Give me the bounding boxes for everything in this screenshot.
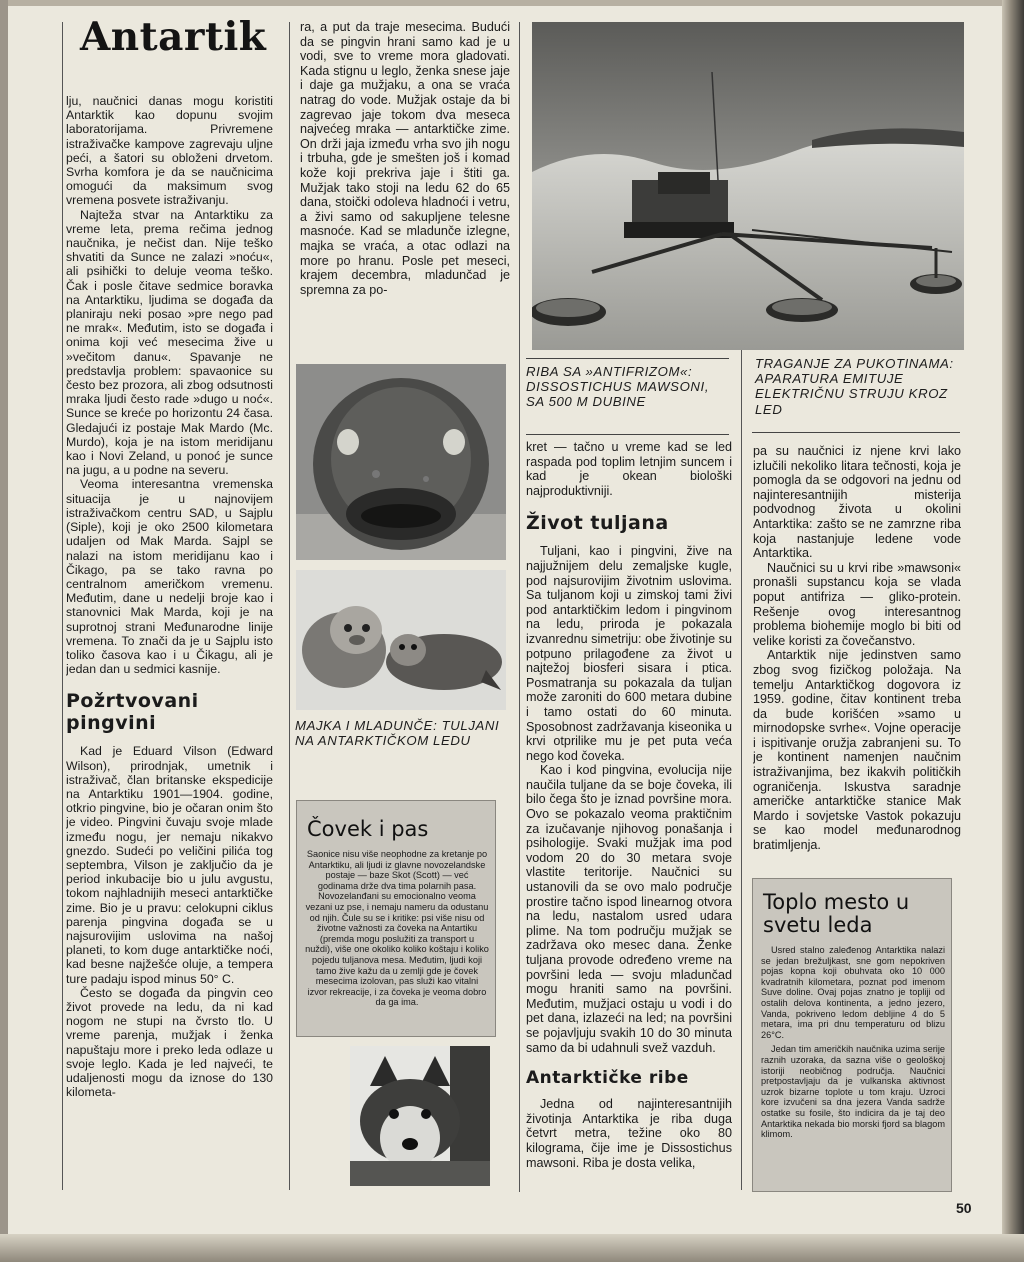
box-title: Toplo mesto u svetu leda (763, 890, 910, 937)
paragraph: pa su naučnici iz njene krvi lako izlučili nekoliko litara tečnosti, koja je pomogla da se odgovori na jednu od najinteresantnijih misterija podvodnog života u okolini Antarktika: zašto se ne zamrzne riba koja nastanjuje ledene vode Antarktika. (753, 444, 961, 561)
fish-caption: RIBA SA »ANTIFRIZOM«: DISSOSTICHUS MAWSONI, SA 500 M DUBINE (526, 364, 710, 410)
box-text: Jedan tim američkih naučnika uzima serije raznih uzoraka, da sazna više o geološkoj istoriji neobičnog područja. Naučnici pretpostavljaju da je vulkanska aktivnost uzrok bizarne toplote u tom kraju. Uzroci kore izvučeni sa dna jezera Vanda sadrže ostatke su fosile, što indicira da je taj deo Antarktika nekada bio morski fjord sa blagom klimom. (761, 1044, 945, 1140)
caption-rule (752, 432, 960, 433)
seals-caption: MAJKA I MLADUNČE: TULJANI NA ANTARKTIČKOM LEDU (295, 718, 500, 749)
column-rule (289, 22, 290, 1190)
paragraph: Veoma interesantna vremenska situacija je u najnovijem istraživačkom centru SAD, u Sajplu (Siple), koji je oko 2500 kilometara udaljen od Mak Marda. Sajpl se nalazi na istom meridijanu kao i Čikago, pa se tako ravna po centralnom američkom vremenu. Međutim, dane u nedelji broje kao i stanovnici Mak Marda, koji je na suprotnoj strani Međunarodne linije vremena. To znači da je u Sajplu isto toliko časova kao i u Čikagu, ali je jedan dan u sedmici kasnije. (66, 477, 273, 677)
paragraph: Naučnici su u krvi ribe »mawsoni« pronašli supstancu koja se vlada poput antifriza — gliko-protein. Rešenje ovog interesantnog problema biohemije moglo bi biti od velike koristi za čovečanstvo. (753, 560, 961, 648)
section-heading: Život tuljana (526, 512, 669, 535)
column-2 (300, 20, 510, 340)
paragraph: kret — tačno u vreme kad se led raspada pod toplim letnjim suncem i kad je okean biološki najproduktivniji. (526, 440, 732, 498)
paragraph: Kad je Eduard Vilson (Edward Wilson), prirodnjak, umetnik i istraživač, član britanske ekspedicije na Antarktiku 1901—1904. godine, otkrio pingvine, bio je očaran onim što je video. Pingvini čuvaju svoje mlade između nogu, jer nemaju nikakvo gnezdo. Sudeći po veličini pilića tog septembra, Vilson je zaključio da je period inkubacije bio u julu avgustu, tokom najhladnijih meseci antarktičke zime. Bio je u pravu: celokupni ciklus parenja pingvina događa se u najsurovijim uslovima na našoj planeti, to kom duge antarktičke noći, kad besne najžešće oluje, a tempera ture padaju ispod minus 50° C. (66, 744, 273, 986)
paragraph: Kao i kod pingvina, evolucija nije naučila tuljane da se boje čoveka, ili bilo čega što je iznad površine mora. Ovo se pokazalo veoma praktičnim za izučavanje njihovog ponašanja i psihologije. Svaki mužjak ima pod vodom 20 do 30 metara svoje vlastite teritorije. Naučnici su ustanovili da se ovo malo područje prostire tačno ispod linearnog otvora na ledu, nastalom usred udara plime. Na tom području mužjak se zadržava oko mesec dana. Ženke tuljana provode određeno vreme na površini leda — svoju mladunčad mogu hraniti samo na površini. Međutim, mužjaci ostaju u vodi i do pet dana, izlazeći na led; na površini se pojavljuju svakih 10 do 30 minuta samo da bi udahnuli svež vazduh. (526, 763, 732, 1055)
box-text: Saonice nisu više neophodne za kretanje po Antarktiku, ali ljudi iz glavne novozelandske postaje — baze Skot (Scott) — već godinama drže dva tima polarnih pasa. Novozelanđani su emocionalno veoma vezani uz pse, i nemaju nameru da odustanu od njih. Čule su se i kritike: psi više nisu od životne važnosti za čoveka na Antartiku (premda mogu poslužiti za transport u nuždi), više one okoliko koliko koštaju i koliko pojedu tuljanova mesa. Međutim, ljudi koji tamo žive kažu da u zemlji gde je čovek mesecima izolovan, pas služi kao vitalni izvor rekreacije, i za čoveka je veoma dobro da ga ima. (305, 849, 489, 1008)
page-number: 50 (956, 1200, 972, 1216)
seals-photo (296, 570, 506, 710)
sidebar-box-dog (296, 800, 496, 1037)
box-title: Čovek i pas (307, 817, 429, 841)
page-edge-left (0, 0, 8, 1262)
page-edge-right (1002, 0, 1024, 1262)
column-rule (741, 350, 742, 1190)
box-text: Usred stalno zaleđenog Antarktika nalazi se jedan brežuljkast, sne gom nepokriven pojas kopna koji obuhvata oko 10 000 kvadratnih kilometara, poznat pod imenom Suve doline. Ovaj pojas znatno je topliji od ostalih delova kontinenta, a jedno jezero, Vanda, pokriveno ledom debljine 4 do 5 metara, ima pri dnu temperaturu od blizu 26°C. (761, 945, 945, 1040)
section-heading: Požrtvovani pingvini (66, 690, 199, 735)
paragraph: lju, naučnici danas mogu koristiti Antarktik kao dopunu svojim laboratorijama. Privremene istraživačke kampove zagrevaju uljne peći, a šatori su obloženi drvetom. Svrha komfora je da se naučnicima omogući da maksimum svog vremena posvete istraživanju. (66, 94, 273, 208)
paragraph: Najteža stvar na Antarktiku za vreme leta, prema rečima jednog naučnika, je nečist dan. Nije teško shvatiti da Sunce ne zalazi »noću«, ali psihički to deluje veoma teško. Čak i posle čitave sedmice boravka na Antarktiku, ljudima se događa da planiraju neki posao »pre nego pad ne mrak«. Međutim, isto se događa i onima koji već mesecima žive u »večitom danu«. Spavanje ne predstavlja problem: spavaonice su često bez prozora, ali zbog odsutnosti mraka ljudi često rade »dugo u noć«. Sunce se kreće po horizontu 24 časa. Gledajući iz postaje Mak Mardo (Mc. Murdo), koja je na istom meridijanu kao i Novi Zeland, u ponoć je sunce na jugu, a u podne na severu. (66, 207, 273, 478)
tractor-photo (532, 22, 964, 350)
paragraph: Jedna od najinteresantnijih životinja Antarktika je riba duga četvrt metra, težine oko 80 kilograma, čije ime je Dissostichus mawsoni. Riba je dosta velika, (526, 1097, 732, 1170)
section-heading: Antarktičke ribe (526, 1068, 689, 1089)
sidebar-box-warm-place (752, 878, 952, 1192)
column-3 (526, 440, 732, 1190)
column-rule (519, 22, 520, 1192)
caption-rule (526, 358, 729, 359)
column-4 (753, 444, 961, 864)
fish-photo (296, 364, 506, 560)
paragraph: ra, a put da traje mesecima. Budući da se pingvin hrani samo kad je u vodi, sve to vreme mora gladovati. Kada stignu u leglo, ženka snese jaje i daje ga mužjaku, a ona se vraća natrag do vode. Mužjak ostaje da bi zagrevao jaje tokom dva meseca najvećeg mraka — antarktičke zime. On drži jaja između vrha svo jih nogu i trbuha, gde je smešten još i komad kože koji prekriva jaje i štiti ga. Mužjak tako stoji na ledu 62 do 65 dana, stoički odoleva hladnoći i vetru, a živi samo od sakupljene telesne masnoće. Kad se mladunče izlegne, majka se vraća, a otac odlazi na more po hranu. Posle pet meseci, krajem decembra, mladunčad je spremna za po- (300, 20, 510, 297)
paragraph: Tuljani, kao i pingvini, žive na najjužnijem delu zemaljske kugle, pod najsurovijim životnim uslovima. Sa tuljanom koji u zimskoj tami živi pod antarktičkim ledom i pingvinom na ledu, priroda je pokazala izvanrednu simetriju: obe životinje su potpuno prilagođene za život u najtežoj biosferi sisara i ptica. Posmatranja su pokazala da tuljan može zaroniti do 600 metara dubine i tamo ostati do 60 minuta. Sposobnost zadržavanja kiseonika u krvi otprilike mu je pet puta veća nego kod čoveka. (526, 544, 732, 763)
column-1 (66, 94, 273, 1194)
husky-photo (350, 1046, 490, 1186)
page-edge-bottom (0, 1234, 1024, 1262)
paragraph: Antarktik nije jedinstven samo zbog svog fizičkog položaja. Na temelju Antarktičkog dogovora iz 1959. godine, čitav kontinent treba da bude korišćen »samo u mirnodopske svrhe«. Vojne operacije i ispitivanje oružja zabranjeni su. To je kontinent namenjen naučnim istraživanjima, bez ikakvih političkih ograničenja. Iskustva saradnje američke antarktičke stanice Mak Mardo i sovjetske Vastok pokazuju se kao model međunarodnog bratimljenja. (753, 648, 961, 853)
caption-rule (526, 434, 729, 435)
paragraph: Često se događa da pingvin ceo život provede na ledu, da ni kad nogom ne stupi na čvrsto tlo. U vreme parenja, mužjak i ženka napuštaju more i preko leda odlaze u svoje leglo. Kada je led najveći, te udaljenosti mogu da iznose do 130 kilometa- (66, 985, 273, 1100)
column-rule (62, 22, 63, 1190)
tractor-caption: TRAGANJE ZA PUKOTINAMA: APARATURA EMITUJE ELEKTRIČNU STRUJU KROZ LED (755, 356, 954, 417)
article-title: Antartik (80, 14, 267, 60)
page-edge-top (0, 0, 1024, 6)
